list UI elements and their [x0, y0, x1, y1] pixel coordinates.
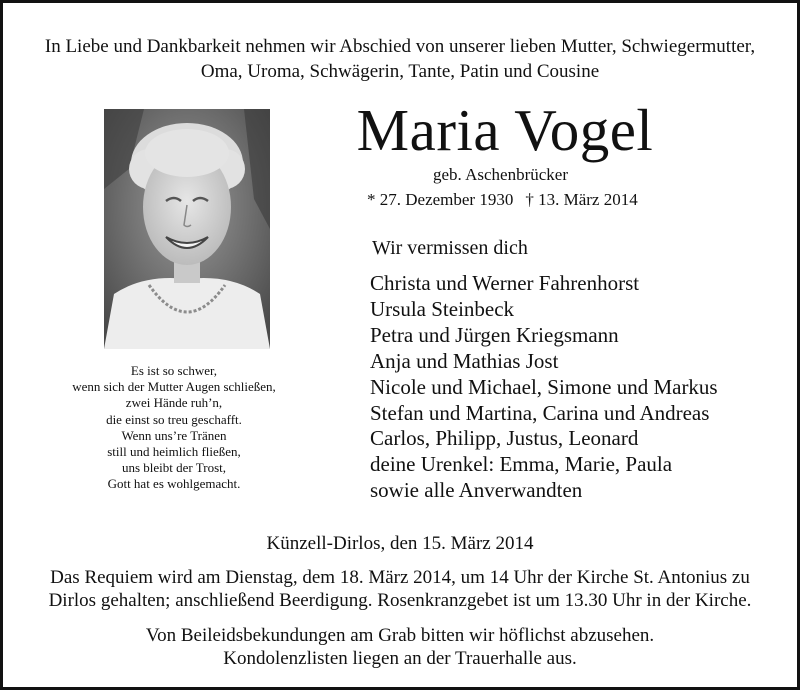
poem-line: Es ist so schwer,	[130, 363, 218, 378]
mourners-list	[370, 271, 718, 504]
mourner-entry: Ursula Steinbeck	[370, 296, 515, 321]
mourner-entry: Petra und Jürgen Kriegsmann	[370, 322, 619, 347]
intro-line-2: Oma, Uroma, Schwägerin, Tante, Patin und Cousine	[200, 61, 600, 82]
deceased-name: Maria Vogel	[356, 97, 654, 163]
poem-line: still und heimlich fließen,	[107, 444, 241, 460]
birth-name: geb. Aschenbrücker	[433, 165, 569, 184]
mourner-entry: Carlos, Philipp, Justus, Leonard	[370, 426, 639, 451]
requiem-line-1: Das Requiem wird am Dienstag, dem 18. März 2014, um 14 Uhr der Kirche St. Antonius zu	[50, 567, 750, 588]
poem-line: zwei Hände ruh’n,	[125, 395, 223, 411]
closing-line-2: Kondolenzlisten liegen an der Trauerhalle aus.	[223, 648, 577, 669]
birth-date: * 27. Dezember 1930	[367, 190, 514, 209]
poem-line: uns bleibt der Trost,	[121, 460, 226, 476]
place-and-date: Künzell-Dirlos, den 15. März 2014	[266, 533, 534, 554]
mourner-entry: deine Urenkel: Emma, Marie, Paula	[370, 452, 673, 477]
poem-line: Wenn uns’re Tränen	[121, 427, 227, 443]
closing-note	[3, 624, 797, 670]
miss-line: Wir vermissen dich	[372, 237, 528, 259]
mourner-entry: Christa und Werner Fahrenhorst	[370, 271, 640, 295]
mourner-entry: Anja und Mathias Jost	[370, 348, 559, 373]
intro-text	[3, 34, 797, 84]
intro-line-1: In Liebe und Dankbarkeit nehmen wir Abschied von unserer lieben Mutter, Schwiegermutter,	[44, 36, 756, 57]
closing-line-1: Von Beileidsbekundungen am Grab bitten wir höflichst abzusehen.	[145, 625, 655, 646]
poem-line: wenn sich der Mutter Augen schließen,	[72, 379, 276, 395]
poem-line: Gott hat es wohlgemacht.	[107, 476, 241, 492]
portrait-image	[104, 109, 270, 349]
requiem-info	[3, 566, 797, 612]
requiem-line-2: Dirlos gehalten; anschließend Beerdigung. Rosenkranzgebet ist um 13.30 Uhr in der Kirche.	[48, 590, 752, 611]
mourner-entry: sowie alle Anverwandten	[370, 478, 583, 503]
life-dates	[367, 189, 638, 211]
memorial-poem	[63, 363, 285, 493]
mourner-entry: Nicole und Michael, Simone und Markus	[370, 374, 718, 399]
death-date: † 13. März 2014	[525, 190, 638, 209]
poem-line: die einst so treu geschafft.	[106, 411, 242, 427]
mourner-entry: Stefan und Martina, Carina und Andreas	[370, 400, 710, 425]
portrait-photo	[104, 109, 270, 349]
